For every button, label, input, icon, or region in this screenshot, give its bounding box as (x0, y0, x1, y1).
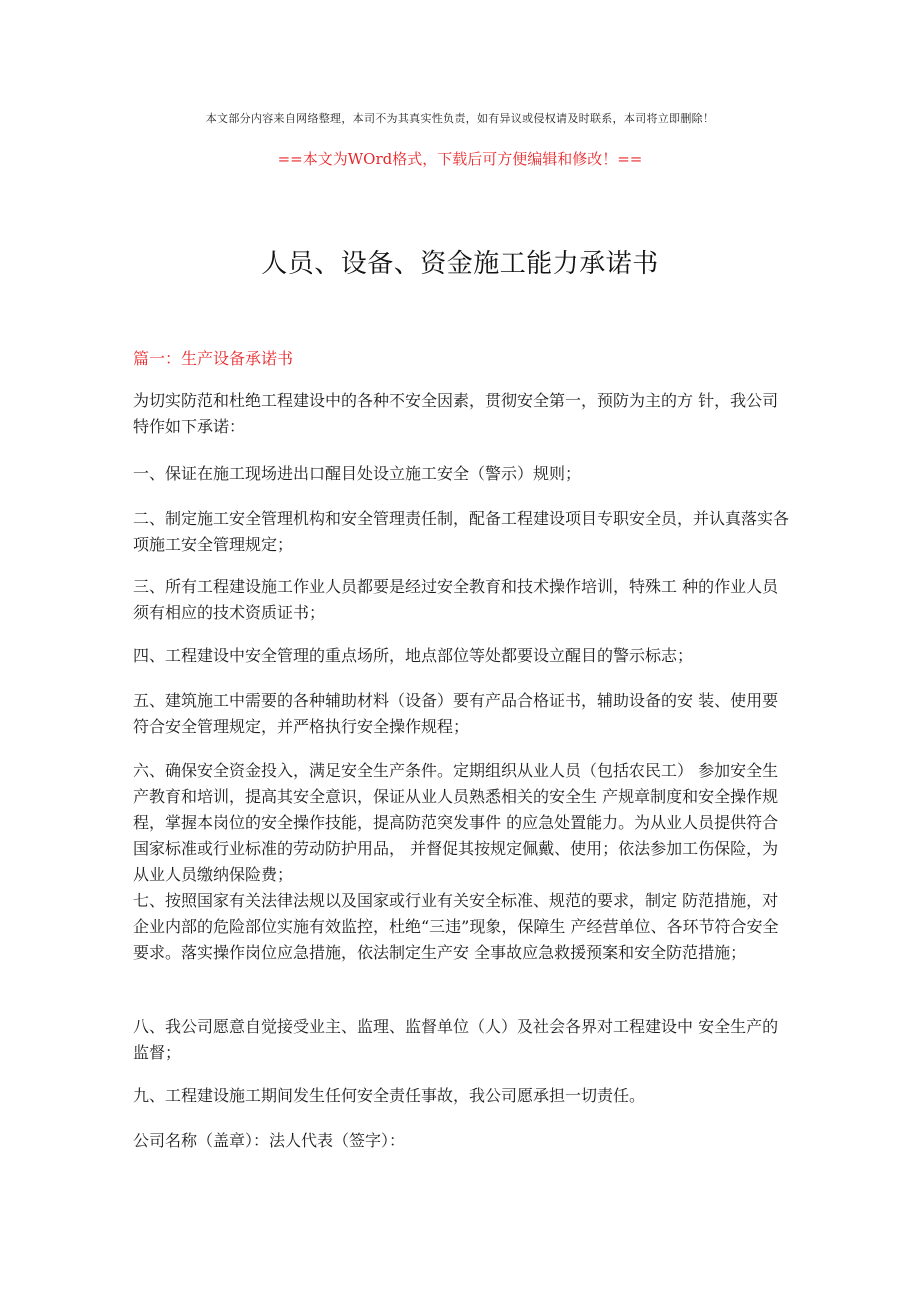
commitment-9: 九、工程建设施工期间发生任何安全责任事故，我公司愿承担一切责任。 (133, 1086, 646, 1105)
word-format-note: ==本文为WOrd格式，下载后可方便编辑和修改！== (277, 150, 643, 168)
section-heading: 篇一：生产设备承诺书 (133, 349, 294, 368)
signature-line: 公司名称（盖章）：法人代表（签字）： (133, 1131, 406, 1150)
commitment-8: 八、我公司愿意自觉接受业主、监理、监督单位（人）及社会各界对工程建设中 安全生产的监督； (133, 1017, 779, 1062)
commitment-1: 一、保证在施工现场进出口醒目处设立施工安全（警示）规则； (133, 464, 582, 483)
commitment-6: 六、确保安全资金投入，满足安全生产条件。定期组织从业人员（包括农民工） 参加安全生产教育和培训，提高其安全意识，保证从业人员熟悉相关的安全生 产规章制度和安全操作规程，掌握本岗位的安全操作技能，提高防范突发事件 的应急处置能力。为从业人员提供符合国家标准或行业标准的劳动防护用品， 并督促其按规定佩戴、使用；依法参加工伤保险，为从业人员缴纳保险费； (133, 761, 779, 884)
intro-paragraph: 为切实防范和杜绝工程建设中的各种不安全因素，贯彻安全第一，预防为主的方 针，我公司特作如下承诺： (133, 391, 779, 436)
commitment-2: 二、制定施工安全管理机构和安全管理责任制，配备工程建设项目专职安全员，并认真落实各项施工安全管理规定； (133, 509, 790, 554)
commitment-4: 四、工程建设中安全管理的重点场所，地点部位等处都要设立醒目的警示标志； (133, 646, 694, 665)
commitment-7: 七、按照国家有关法律法规以及国家或行业有关安全标准、规范的要求，制定 防范措施，对企业内部的危险部位实施有效监控，杜绝“三违”现象，保障生 产经营单位、各环节符合安全要求。落实操作岗位应急措施，依法制定生产安 全事故应急救援预案和安全防范措施； (133, 891, 779, 962)
commitment-3: 三、所有工程建设施工作业人员都要是经过安全教育和技术操作培训，特殊工 种的作业人员须有相应的技术资质证书； (133, 577, 779, 622)
document-title: 人员、设备、资金施工能力承诺书 (261, 249, 659, 279)
source-notice: 本文部分内容来自网络整理，本司不为其真实性负责，如有异议或侵权请及时联系，本司将立即删除！ (205, 112, 715, 125)
commitment-5: 五、建筑施工中需要的各种辅助材料（设备）要有产品合格证书，辅助设备的安 装、使用要符合安全管理规定，并严格执行安全操作规程； (133, 691, 779, 736)
